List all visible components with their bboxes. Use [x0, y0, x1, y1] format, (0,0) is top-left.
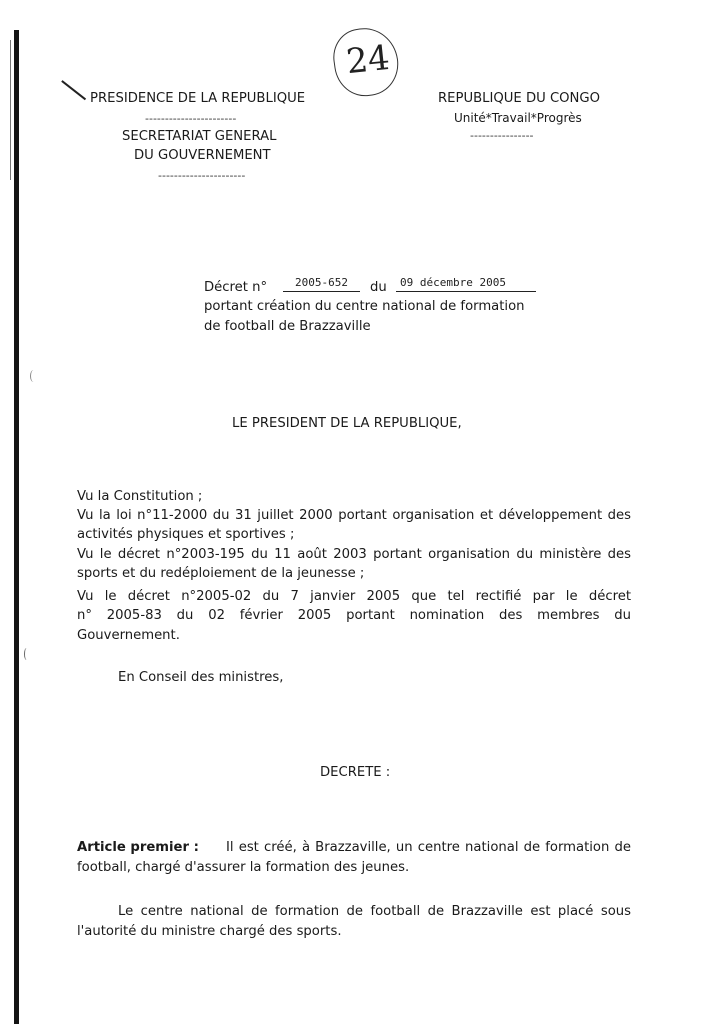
header-separator: ---------------------- [158, 169, 246, 182]
decree-du-label: du [370, 280, 387, 295]
article-premier-line2: football, chargé d'assurer la formation des jeunes. [77, 860, 410, 875]
article-premier-label [77, 838, 199, 857]
decree-label: Décret n° [204, 280, 268, 295]
scan-mark [30, 370, 37, 382]
visa-line: Vu le décret n°2005-02 du 7 janvier 2005 que tel rectifié par le décret [77, 589, 631, 604]
visa-line: Vu le décret n°2003-195 du 11 août 2003 portant organisation du ministère des [77, 547, 631, 562]
header-motto: Unité*Travail*Progrès [454, 111, 582, 125]
article-paragraph2-line1: Le centre national de formation de football de Brazzaville est placé sous [118, 904, 631, 919]
scan-mark [24, 648, 29, 660]
header-separator: ---------------- [470, 129, 534, 142]
header-secretariat-line1: SECRETARIAT GENERAL [122, 129, 277, 144]
visa-line: sports et du redéploiement de la jeunesse ; [77, 566, 365, 581]
header-separator: ----------------------- [145, 112, 237, 125]
binding-edge-thin [10, 40, 11, 180]
header-presidence: PRESIDENCE DE LA REPUBLIQUE [90, 91, 306, 106]
visa-line: n° 2005-83 du 02 février 2005 portant nomination des membres du [77, 608, 631, 623]
article-label: Article premier : [77, 840, 199, 855]
decrete-heading: DECRETE : [320, 765, 391, 780]
decree-subject-line1: portant création du centre national de formation [204, 299, 525, 314]
decree-subject-line2: de football de Brazzaville [204, 319, 371, 334]
visa-line: Gouvernement. [77, 628, 180, 643]
visa-line: activités physiques et sportives ; [77, 527, 295, 542]
visa-line: Vu la loi n°11-2000 du 31 juillet 2000 portant organisation et développement des [77, 508, 631, 523]
president-heading: LE PRESIDENT DE LA REPUBLIQUE, [232, 416, 462, 431]
decree-date: 09 décembre 2005 [400, 276, 506, 289]
visa-line: Vu la Constitution ; [77, 489, 203, 504]
council-line: En Conseil des ministres, [118, 670, 284, 685]
binding-edge [14, 30, 19, 1024]
decree-number: 2005-652 [295, 276, 348, 289]
header-secretariat-line2: DU GOUVERNEMENT [134, 148, 271, 163]
handwritten-page-number: 24 [344, 37, 392, 83]
header-republique: REPUBLIQUE DU CONGO [438, 91, 600, 106]
pen-mark [62, 80, 87, 100]
article-paragraph2-line2: l'autorité du ministre chargé des sports. [77, 924, 342, 939]
article-premier-line1: Il est créé, à Brazzaville, un centre national de formation de [226, 840, 631, 855]
